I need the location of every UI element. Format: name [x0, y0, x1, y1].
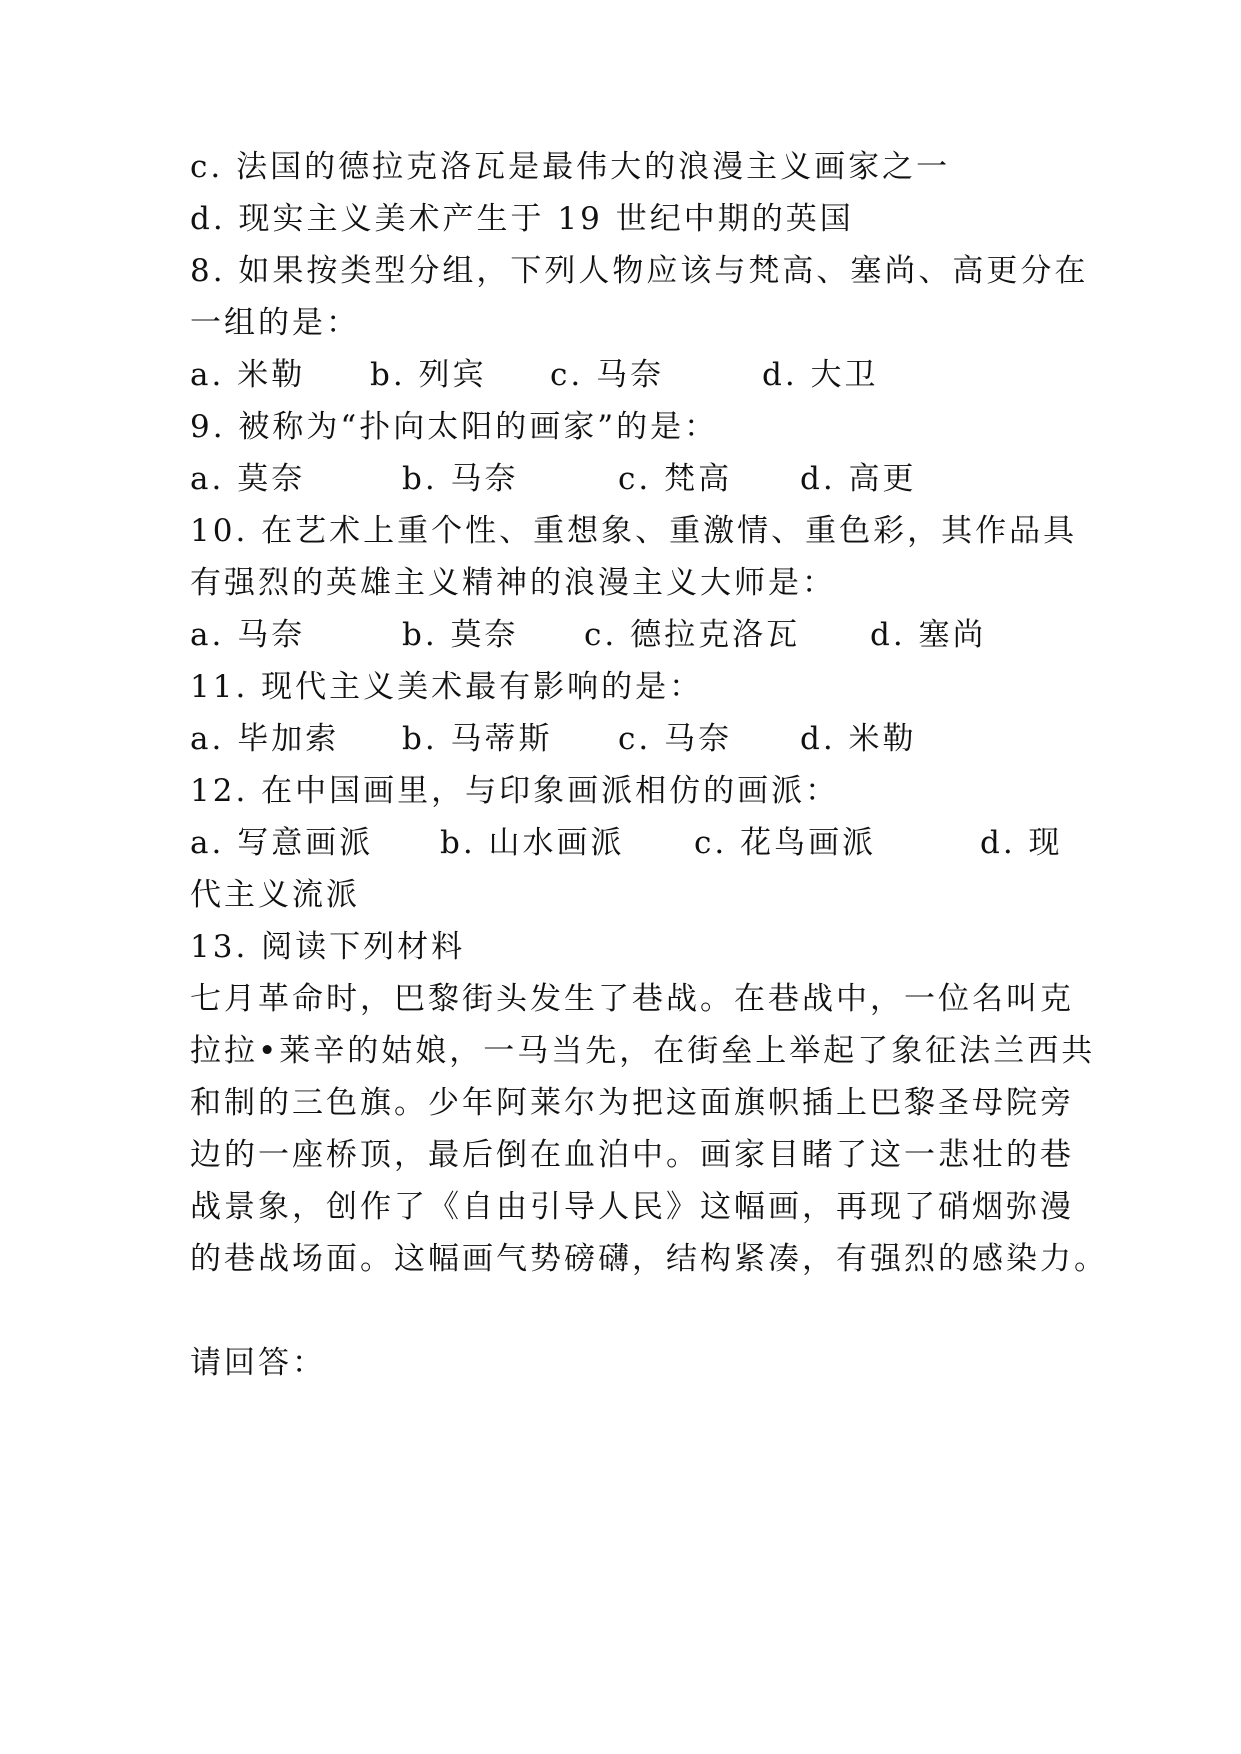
question-10-line-1: 10. 在艺术上重个性、重想象、重激情、重色彩，其作品具 [190, 513, 1078, 549]
question-12: 12. 在中国画里，与印象画派相仿的画派： [190, 773, 840, 809]
option-12a: a. 写意画派 [190, 825, 374, 861]
option-11c: c. 马奈 [618, 721, 733, 757]
option-12d-continued: 代主义流派 [190, 877, 360, 913]
answer-prompt: 请回答： [190, 1345, 326, 1381]
question-8-line-2: 一组的是： [190, 305, 360, 341]
option-12d: d. 现 [980, 825, 1063, 861]
material-line-4: 边的一座桥顶，最后倒在血泊中。画家目睹了这一悲壮的巷 [190, 1137, 1074, 1173]
material-line-1: 七月革命时，巴黎街头发生了巷战。在巷战中，一位名叫克 [190, 981, 1074, 1017]
question-12-options [190, 818, 1063, 868]
question-9-options [190, 454, 1050, 504]
option-10c: c. 德拉克洛瓦 [584, 617, 801, 653]
option-12b: b. 山水画派 [440, 825, 625, 861]
option-12c: c. 花鸟画派 [694, 825, 877, 861]
option-10d: d. 塞尚 [870, 617, 987, 653]
option-10b: b. 莫奈 [402, 617, 519, 653]
option-8d: d. 大卫 [762, 357, 879, 393]
question-9: 9. 被称为“扑向太阳的画家”的是： [190, 409, 719, 445]
option-9a: a. 莫奈 [190, 461, 306, 497]
option-7c: c. 法国的德拉克洛瓦是最伟大的浪漫主义画家之一 [190, 149, 951, 185]
material-line-5: 战景象，创作了《自由引导人民》这幅画，再现了硝烟弥漫 [190, 1189, 1074, 1225]
question-10-line-2: 有强烈的英雄主义精神的浪漫主义大师是： [190, 565, 836, 601]
question-10-options [190, 610, 1050, 660]
option-8b: b. 列宾 [370, 357, 487, 393]
option-9d: d. 高更 [800, 461, 917, 497]
material-line-2: 拉拉•莱辛的姑娘，一马当先，在街垒上举起了象征法兰西共 [190, 1033, 1096, 1069]
option-7d: d. 现实主义美术产生于 19 世纪中期的英国 [190, 201, 854, 237]
question-8-line-1: 8. 如果按类型分组，下列人物应该与梵高、塞尚、高更分在 [190, 253, 1089, 289]
option-9b: b. 马奈 [402, 461, 519, 497]
option-8a: a. 米勒 [190, 357, 306, 393]
question-13: 13. 阅读下列材料 [190, 929, 466, 965]
option-9c: c. 梵高 [618, 461, 733, 497]
option-11a: a. 毕加索 [190, 721, 340, 757]
question-11-options [190, 714, 1050, 764]
material-line-6: 的巷战场面。这幅画气势磅礴，结构紧凑，有强烈的感染力。 [190, 1241, 1108, 1277]
question-8-options [190, 350, 1050, 400]
question-11: 11. 现代主义美术最有影响的是： [190, 669, 704, 705]
option-8c: c. 马奈 [550, 357, 665, 393]
material-line-3: 和制的三色旗。少年阿莱尔为把这面旗帜插上巴黎圣母院旁 [190, 1085, 1074, 1121]
option-11b: b. 马蒂斯 [402, 721, 553, 757]
option-10a: a. 马奈 [190, 617, 306, 653]
option-11d: d. 米勒 [800, 721, 917, 757]
